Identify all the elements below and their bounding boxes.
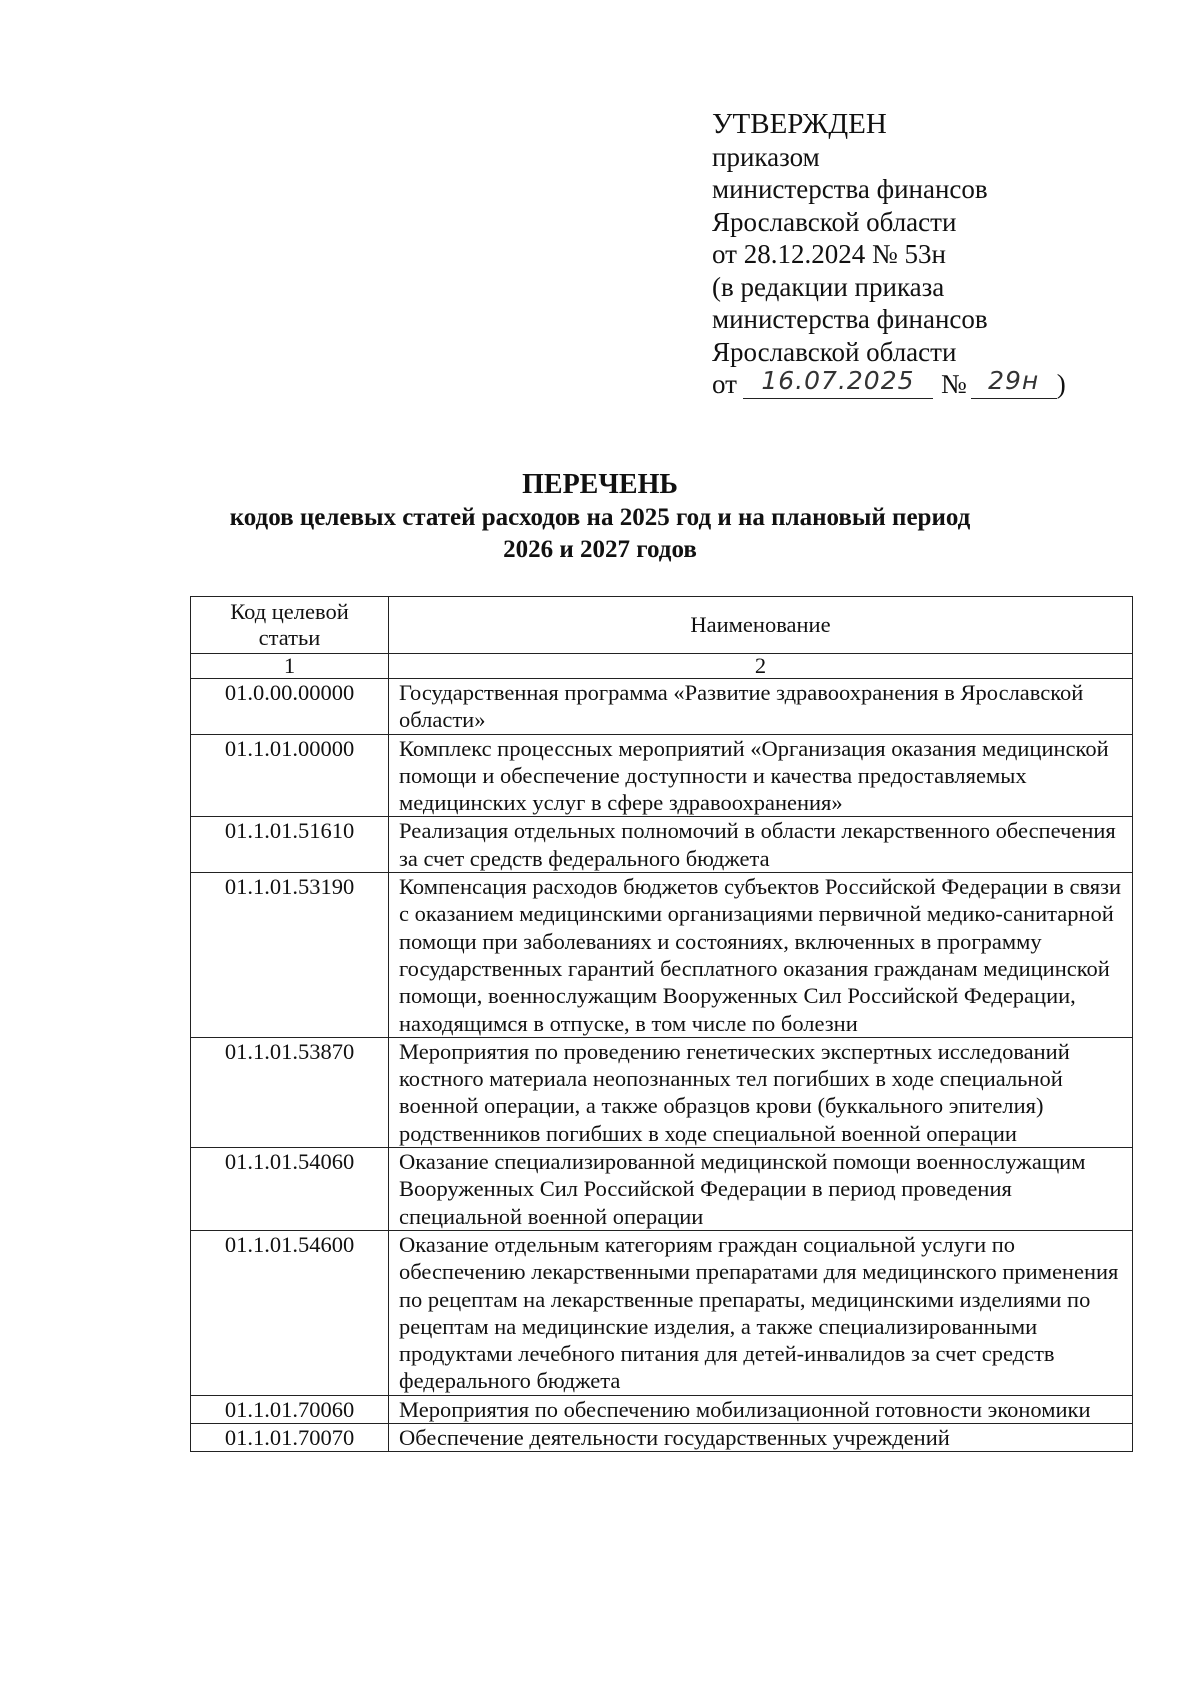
number-sign: № bbox=[940, 369, 967, 399]
row-code: 01.1.01.00000 bbox=[191, 734, 389, 817]
column-number: 2 bbox=[389, 654, 1133, 679]
table-row bbox=[191, 873, 1133, 1038]
handwritten-number: 29н bbox=[988, 366, 1040, 395]
table-row bbox=[191, 1395, 1133, 1423]
row-code: 01.1.01.53870 bbox=[191, 1037, 389, 1147]
handwritten-date-field bbox=[743, 368, 933, 399]
approval-last-line bbox=[712, 368, 1066, 401]
handwritten-date: 16.07.2025 bbox=[761, 366, 915, 395]
row-code: 01.1.01.70070 bbox=[191, 1424, 389, 1452]
table-row bbox=[191, 1037, 1133, 1147]
row-name: Мероприятия по проведению генетических экспертных исследований костного материала неопознанных тел погибших в ходе специальной военной операции, а также образцов крови (буккального эпителия) родственников погибших в ходе специальной военной операции bbox=[389, 1037, 1133, 1147]
column-number-row bbox=[191, 654, 1133, 679]
title-main: ПЕРЕЧЕНЬ bbox=[522, 469, 678, 500]
header-name: Наименование bbox=[389, 597, 1133, 654]
row-code: 01.1.01.70060 bbox=[191, 1395, 389, 1423]
closing-paren: ) bbox=[1056, 369, 1066, 399]
table-row bbox=[191, 679, 1133, 735]
table-header-row bbox=[191, 597, 1133, 654]
row-name: Оказание отдельным категориям граждан социальной услуги по обеспечению лекарственными препаратами для медицинского применения по рецептам на лекарственные препараты, медицинскими изделиями по рецептам на медицинские изделия, а также специализированными продуктами лечебного питания для детей-инвалидов за счет средств федерального бюджета bbox=[389, 1230, 1133, 1395]
header-code: Код целевой статьи bbox=[191, 597, 389, 654]
approval-line: Ярославской области bbox=[712, 206, 957, 237]
approval-line: приказом bbox=[712, 141, 820, 172]
row-code: 01.1.01.54060 bbox=[191, 1148, 389, 1231]
row-name: Мероприятия по обеспечению мобилизационной готовности экономики bbox=[389, 1395, 1133, 1423]
document-title bbox=[0, 468, 1200, 566]
approval-heading: УТВЕРЖДЕН bbox=[712, 108, 887, 140]
table-row bbox=[191, 1148, 1133, 1231]
row-code: 01.1.01.51610 bbox=[191, 817, 389, 873]
title-subtitle-line2: 2026 и 2027 годов bbox=[503, 536, 697, 563]
handwritten-number-field bbox=[971, 368, 1057, 399]
column-number: 1 bbox=[191, 654, 389, 679]
approval-line: Ярославской области bbox=[712, 336, 957, 367]
title-subtitle-line1: кодов целевых статей расходов на 2025 год и на плановый период bbox=[229, 504, 971, 531]
codes-table bbox=[190, 596, 1133, 1452]
row-name: Компенсация расходов бюджетов субъектов Российской Федерации в связи с оказанием медицинскими организациями первичной медико-санитарной помощи при заболеваниях и состояниях, включенных в программу государственных гарантий бесплатного оказания гражданам медицинской помощи, военнослужащим Вооруженных Сил Российской Федерации, находящимся в отпуске, в том числе по болезни bbox=[389, 873, 1133, 1038]
row-code: 01.1.01.54600 bbox=[191, 1230, 389, 1395]
approval-date-prefix: от bbox=[712, 369, 737, 399]
row-name: Обеспечение деятельности государственных учреждений bbox=[389, 1424, 1133, 1452]
row-name: Государственная программа «Развитие здравоохранения в Ярославской области» bbox=[389, 679, 1133, 735]
row-code: 01.0.00.00000 bbox=[191, 679, 389, 735]
approval-line: (в редакции приказа bbox=[712, 271, 945, 302]
approval-line: министерства финансов bbox=[712, 174, 988, 204]
approval-stamp bbox=[712, 108, 1066, 401]
table-row bbox=[191, 817, 1133, 873]
row-name: Комплекс процессных мероприятий «Организация оказания медицинской помощи и обеспечение доступности и качества предоставляемых медицинских услуг в сфере здравоохранения» bbox=[389, 734, 1133, 817]
table-row bbox=[191, 734, 1133, 817]
table-row bbox=[191, 1424, 1133, 1452]
approval-line: министерства финансов bbox=[712, 304, 988, 334]
table-row bbox=[191, 1230, 1133, 1395]
row-name: Реализация отдельных полномочий в области лекарственного обеспечения за счет средств федерального бюджета bbox=[389, 817, 1133, 873]
row-name: Оказание специализированной медицинской помощи военнослужащим Вооруженных Сил Российской Федерации в период проведения специальной военной операции bbox=[389, 1148, 1133, 1231]
approval-line: от 28.12.2024 № 53н bbox=[712, 239, 946, 269]
row-code: 01.1.01.53190 bbox=[191, 873, 389, 1038]
